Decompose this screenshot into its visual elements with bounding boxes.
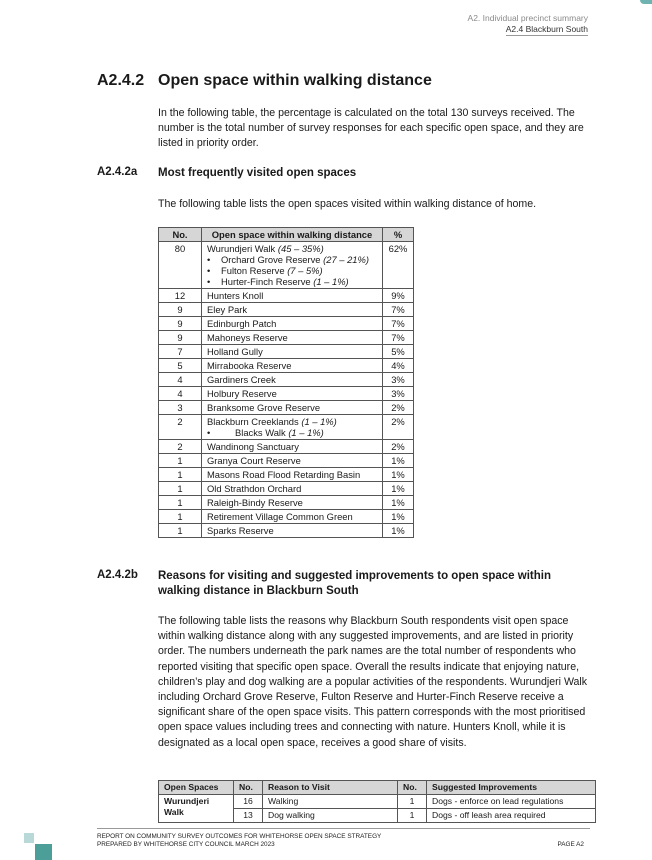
sub-space-name: Fulton Reserve bbox=[221, 265, 285, 276]
cell-improvement: Dogs - off leash area required bbox=[427, 809, 596, 823]
table-row bbox=[159, 468, 414, 482]
header-rule bbox=[506, 35, 588, 36]
table-header-row bbox=[159, 228, 414, 242]
cell-name: Granya Court Reserve bbox=[202, 454, 383, 468]
subsection-b-number: A2.4.2b bbox=[97, 569, 138, 581]
cell-percent: 3% bbox=[383, 387, 414, 401]
cell-no: 2 bbox=[159, 415, 202, 440]
table-row bbox=[159, 242, 414, 289]
cell-no: 12 bbox=[159, 289, 202, 303]
table-header-row bbox=[159, 781, 596, 795]
section-intro: In the following table, the percentage is calculated on the total 130 surveys received. The number is the total number of survey responses for each specific open space, and they are listed in priority order. bbox=[158, 107, 584, 150]
space-detail: (1 – 1%) bbox=[301, 416, 337, 427]
cell-no: 2 bbox=[159, 440, 202, 454]
table-row bbox=[159, 345, 414, 359]
cell-name bbox=[202, 242, 383, 289]
col-open-spaces: Open Spaces bbox=[159, 781, 234, 795]
footer-accent-square-dark bbox=[35, 844, 52, 860]
cell-percent: 5% bbox=[383, 345, 414, 359]
cell-name: Retirement Village Common Green bbox=[202, 510, 383, 524]
subsection-a-title: Most frequently visited open spaces bbox=[158, 167, 357, 179]
cell-no: 3 bbox=[159, 401, 202, 415]
section-number: A2.4.2 bbox=[97, 72, 145, 89]
cell-percent: 62% bbox=[383, 242, 414, 289]
cell-no-2: 1 bbox=[398, 795, 427, 809]
cell-name: Branksome Grove Reserve bbox=[202, 401, 383, 415]
cell-open-space: Wurundjeri Walk bbox=[159, 795, 234, 823]
sub-space-detail: (27 – 21%) bbox=[323, 254, 369, 265]
running-header-section: A2. Individual precinct summary bbox=[467, 13, 588, 23]
subsection-b-intro: The following table lists the reasons why Blackburn South respondents visit open space within walking distance along with any suggested improvements, and are listed in priority order. The numbers underneath the park names are the total number of respondents who reported visiting that specific open space. Overall the results indicate that enjoying nature, children’s play and dog walking are a popular activities of the respondents. Wurundjeri Walk including Orchard Grove Reserve, Fulton Reserve and Hurter-Finch Reserve receive a significant share of the open space visits. This pattern corresponds with the most prioritised open space values including trees and connecting with nature. Hunters Knoll, while it is designated as a local open space, receives a good share of visits. bbox=[158, 615, 588, 749]
cell-name: Edinburgh Patch bbox=[202, 317, 383, 331]
cell-name: Hunters Knoll bbox=[202, 289, 383, 303]
cell-no: 1 bbox=[159, 496, 202, 510]
page-number: PAGE A2 bbox=[557, 841, 584, 848]
cell-improvement: Dogs - enforce on lead regulations bbox=[427, 795, 596, 809]
col-percent: % bbox=[383, 228, 414, 242]
subsection-a-number: A2.4.2a bbox=[97, 166, 138, 178]
cell-name bbox=[202, 415, 383, 440]
cell-no: 7 bbox=[159, 345, 202, 359]
col-open-space: Open space within walking distance bbox=[202, 228, 383, 242]
cell-no: 9 bbox=[159, 331, 202, 345]
cell-name: Eley Park bbox=[202, 303, 383, 317]
cell-name: Old Strathdon Orchard bbox=[202, 482, 383, 496]
col-no: No. bbox=[234, 781, 263, 795]
cell-name: Mirrabooka Reserve bbox=[202, 359, 383, 373]
cell-name: Wandinong Sanctuary bbox=[202, 440, 383, 454]
open-space-table bbox=[158, 227, 414, 538]
col-no-2: No. bbox=[398, 781, 427, 795]
cell-percent: 1% bbox=[383, 496, 414, 510]
sub-space-detail: (7 – 5%) bbox=[287, 265, 323, 276]
table-row bbox=[159, 440, 414, 454]
sub-space: • Orchard Grove Reserve (27 – 21%) bbox=[207, 254, 369, 265]
running-header-subsection: A2.4 Blackburn South bbox=[505, 24, 588, 34]
corner-accent bbox=[640, 0, 652, 4]
section-title: Open space within walking distance bbox=[158, 72, 432, 89]
cell-percent: 4% bbox=[383, 359, 414, 373]
sub-space-name: Blacks Walk bbox=[235, 427, 286, 438]
table-row bbox=[159, 387, 414, 401]
cell-percent: 3% bbox=[383, 373, 414, 387]
space-detail: (45 – 35%) bbox=[277, 243, 324, 254]
cell-percent: 7% bbox=[383, 331, 414, 345]
subsection-a-intro: The following table lists the open spaces visited within walking distance of home. bbox=[158, 198, 537, 210]
footer-rule bbox=[97, 828, 590, 829]
cell-no: 1 bbox=[159, 454, 202, 468]
cell-no: 13 bbox=[234, 809, 263, 823]
col-reason: Reason to Visit bbox=[263, 781, 398, 795]
cell-no: 5 bbox=[159, 359, 202, 373]
cell-percent: 1% bbox=[383, 524, 414, 538]
sub-space-detail: (1 – 1%) bbox=[288, 427, 324, 438]
space-name: Blackburn Creeklands bbox=[207, 416, 299, 427]
cell-no: 4 bbox=[159, 387, 202, 401]
cell-no: 9 bbox=[159, 317, 202, 331]
table-row bbox=[159, 303, 414, 317]
reasons-table bbox=[158, 780, 596, 823]
table-row bbox=[159, 482, 414, 496]
cell-percent: 2% bbox=[383, 440, 414, 454]
cell-percent: 1% bbox=[383, 468, 414, 482]
table-row bbox=[159, 373, 414, 387]
sub-space: • Hurter-Finch Reserve (1 – 1%) bbox=[207, 276, 349, 287]
footer-accent-square-light bbox=[24, 833, 34, 843]
table-row bbox=[159, 510, 414, 524]
cell-name: Holland Gully bbox=[202, 345, 383, 359]
cell-name: Sparks Reserve bbox=[202, 524, 383, 538]
cell-no: 1 bbox=[159, 510, 202, 524]
sub-space-detail: (1 – 1%) bbox=[313, 276, 349, 287]
footer-report-title: REPORT ON COMMUNITY SURVEY OUTCOMES FOR WHITEHORSE OPEN SPACE STRATEGY bbox=[97, 833, 382, 840]
cell-percent: 1% bbox=[383, 454, 414, 468]
table-row bbox=[159, 454, 414, 468]
cell-no: 16 bbox=[234, 795, 263, 809]
cell-no: 9 bbox=[159, 303, 202, 317]
table-row bbox=[159, 359, 414, 373]
cell-no: 1 bbox=[159, 468, 202, 482]
subsection-b-title: Reasons for visiting and suggested improvements to open space within walking distance in Blackburn South bbox=[158, 570, 551, 597]
cell-name: Mahoneys Reserve bbox=[202, 331, 383, 345]
cell-percent: 1% bbox=[383, 510, 414, 524]
cell-percent: 9% bbox=[383, 289, 414, 303]
table-row bbox=[159, 401, 414, 415]
table-row bbox=[159, 496, 414, 510]
cell-no: 1 bbox=[159, 482, 202, 496]
sub-space-name: Hurter-Finch Reserve bbox=[221, 276, 311, 287]
space-name: Wurundjeri Walk bbox=[207, 243, 276, 254]
cell-reason: Dog walking bbox=[263, 809, 398, 823]
sub-space: • Blacks Walk (1 – 1%) bbox=[207, 427, 324, 438]
col-improvements: Suggested Improvements bbox=[427, 781, 596, 795]
table-row bbox=[159, 331, 414, 345]
cell-name: Raleigh-Bindy Reserve bbox=[202, 496, 383, 510]
cell-reason: Walking bbox=[263, 795, 398, 809]
cell-no: 4 bbox=[159, 373, 202, 387]
cell-percent: 2% bbox=[383, 415, 414, 440]
footer-prepared-by: PREPARED BY WHITEHORSE CITY COUNCIL MARCH 2023 bbox=[97, 841, 275, 848]
cell-name: Gardiners Creek bbox=[202, 373, 383, 387]
table-row bbox=[159, 795, 596, 809]
table-row bbox=[159, 415, 414, 440]
cell-percent: 1% bbox=[383, 482, 414, 496]
sub-space: • Fulton Reserve (7 – 5%) bbox=[207, 265, 323, 276]
cell-no-2: 1 bbox=[398, 809, 427, 823]
cell-name: Holbury Reserve bbox=[202, 387, 383, 401]
cell-no: 80 bbox=[159, 242, 202, 289]
cell-name: Masons Road Flood Retarding Basin bbox=[202, 468, 383, 482]
cell-no: 1 bbox=[159, 524, 202, 538]
table-row bbox=[159, 289, 414, 303]
cell-percent: 2% bbox=[383, 401, 414, 415]
cell-percent: 7% bbox=[383, 303, 414, 317]
cell-percent: 7% bbox=[383, 317, 414, 331]
table-row bbox=[159, 317, 414, 331]
col-no: No. bbox=[159, 228, 202, 242]
sub-space-name: Orchard Grove Reserve bbox=[221, 254, 321, 265]
table-row bbox=[159, 524, 414, 538]
